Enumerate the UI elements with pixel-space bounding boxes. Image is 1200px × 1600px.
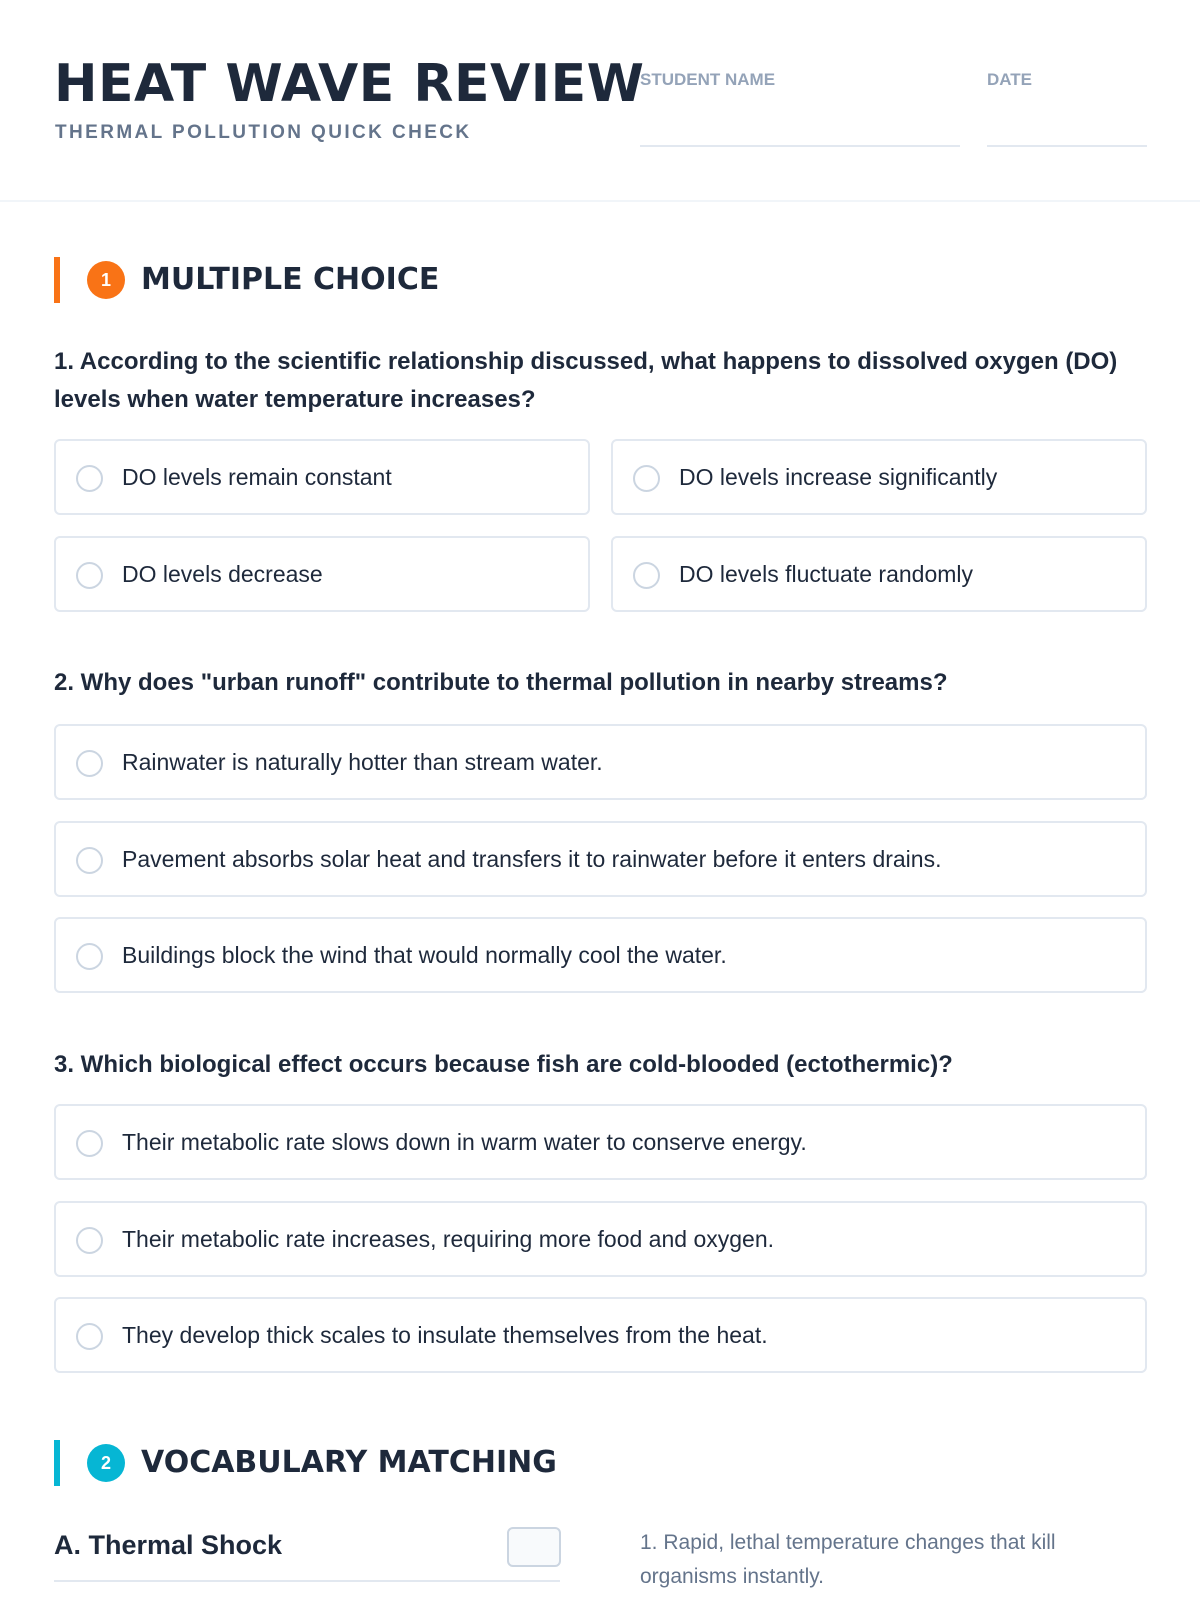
section-title: MULTIPLE CHOICE <box>141 262 440 297</box>
q3-option-a[interactable] <box>54 1104 1147 1180</box>
question-2-text: 2. Why does "urban runoff" contribute to thermal pollution in nearby streams? <box>54 669 948 696</box>
option-label: They develop thick scales to insulate themselves from the heat. <box>122 1322 768 1348</box>
date-underline <box>987 145 1147 147</box>
student-name-underline <box>640 145 960 147</box>
radio-button[interactable] <box>76 750 103 777</box>
q3-option-c[interactable] <box>54 1297 1147 1373</box>
section-accent-bar <box>54 1440 60 1486</box>
option-label: Buildings block the wind that would normally cool the water. <box>122 942 727 968</box>
section-vocabulary-header <box>54 1440 754 1486</box>
q1-option-a[interactable] <box>54 439 590 515</box>
section-multiple-choice-header <box>54 257 654 303</box>
radio-button[interactable] <box>76 847 103 874</box>
matching-term-a: A. Thermal Shock <box>54 1530 283 1560</box>
option-label: Their metabolic rate slows down in warm water to conserve energy. <box>122 1129 807 1155</box>
q1-option-d[interactable] <box>611 536 1147 612</box>
radio-button[interactable] <box>633 562 660 589</box>
q3-option-b[interactable] <box>54 1201 1147 1277</box>
date-input[interactable] <box>987 100 1147 140</box>
radio-button[interactable] <box>76 465 103 492</box>
date-label: DATE <box>987 70 1033 89</box>
option-label: Rainwater is naturally hotter than stream water. <box>122 749 603 775</box>
option-label: Their metabolic rate increases, requiring more food and oxygen. <box>122 1226 775 1252</box>
option-label: DO levels decrease <box>122 561 323 587</box>
matching-divider <box>54 1580 560 1582</box>
matching-answer-box[interactable] <box>507 1527 561 1567</box>
worksheet-header <box>0 0 1200 202</box>
section-number-badge: 2 <box>87 1444 125 1482</box>
radio-button[interactable] <box>76 943 103 970</box>
page-title: HEAT WAVE REVIEW <box>54 54 645 114</box>
radio-button[interactable] <box>76 1227 103 1254</box>
option-label: DO levels increase significantly <box>679 464 998 490</box>
question-1-text: 1. According to the scientific relationship discussed, what happens to dissolved oxygen (DO) levels when water temperature increases? <box>54 348 1118 413</box>
question-3-text: 3. Which biological effect occurs because fish are cold-blooded (ectothermic)? <box>54 1051 953 1078</box>
q1-option-c[interactable] <box>54 536 590 612</box>
option-label: Pavement absorbs solar heat and transfers it to rainwater before it enters drains. <box>122 846 942 872</box>
radio-button[interactable] <box>76 1323 103 1350</box>
q2-option-b[interactable] <box>54 821 1147 897</box>
option-label: DO levels remain constant <box>122 464 392 490</box>
radio-button[interactable] <box>76 1130 103 1157</box>
radio-button[interactable] <box>76 562 103 589</box>
q2-option-a[interactable] <box>54 724 1147 800</box>
section-number-badge: 1 <box>87 261 125 299</box>
matching-definition-1: 1. Rapid, lethal temperature changes that kill organisms instantly. <box>640 1531 1056 1588</box>
radio-button[interactable] <box>633 465 660 492</box>
student-name-label: STUDENT NAME <box>640 70 776 89</box>
page-subtitle: THERMAL POLLUTION QUICK CHECK <box>55 122 472 143</box>
option-label: DO levels fluctuate randomly <box>679 561 974 587</box>
section-title: VOCABULARY MATCHING <box>141 1445 557 1480</box>
q2-option-c[interactable] <box>54 917 1147 993</box>
student-name-input[interactable] <box>640 100 960 140</box>
section-accent-bar <box>54 257 60 303</box>
q1-option-b[interactable] <box>611 439 1147 515</box>
